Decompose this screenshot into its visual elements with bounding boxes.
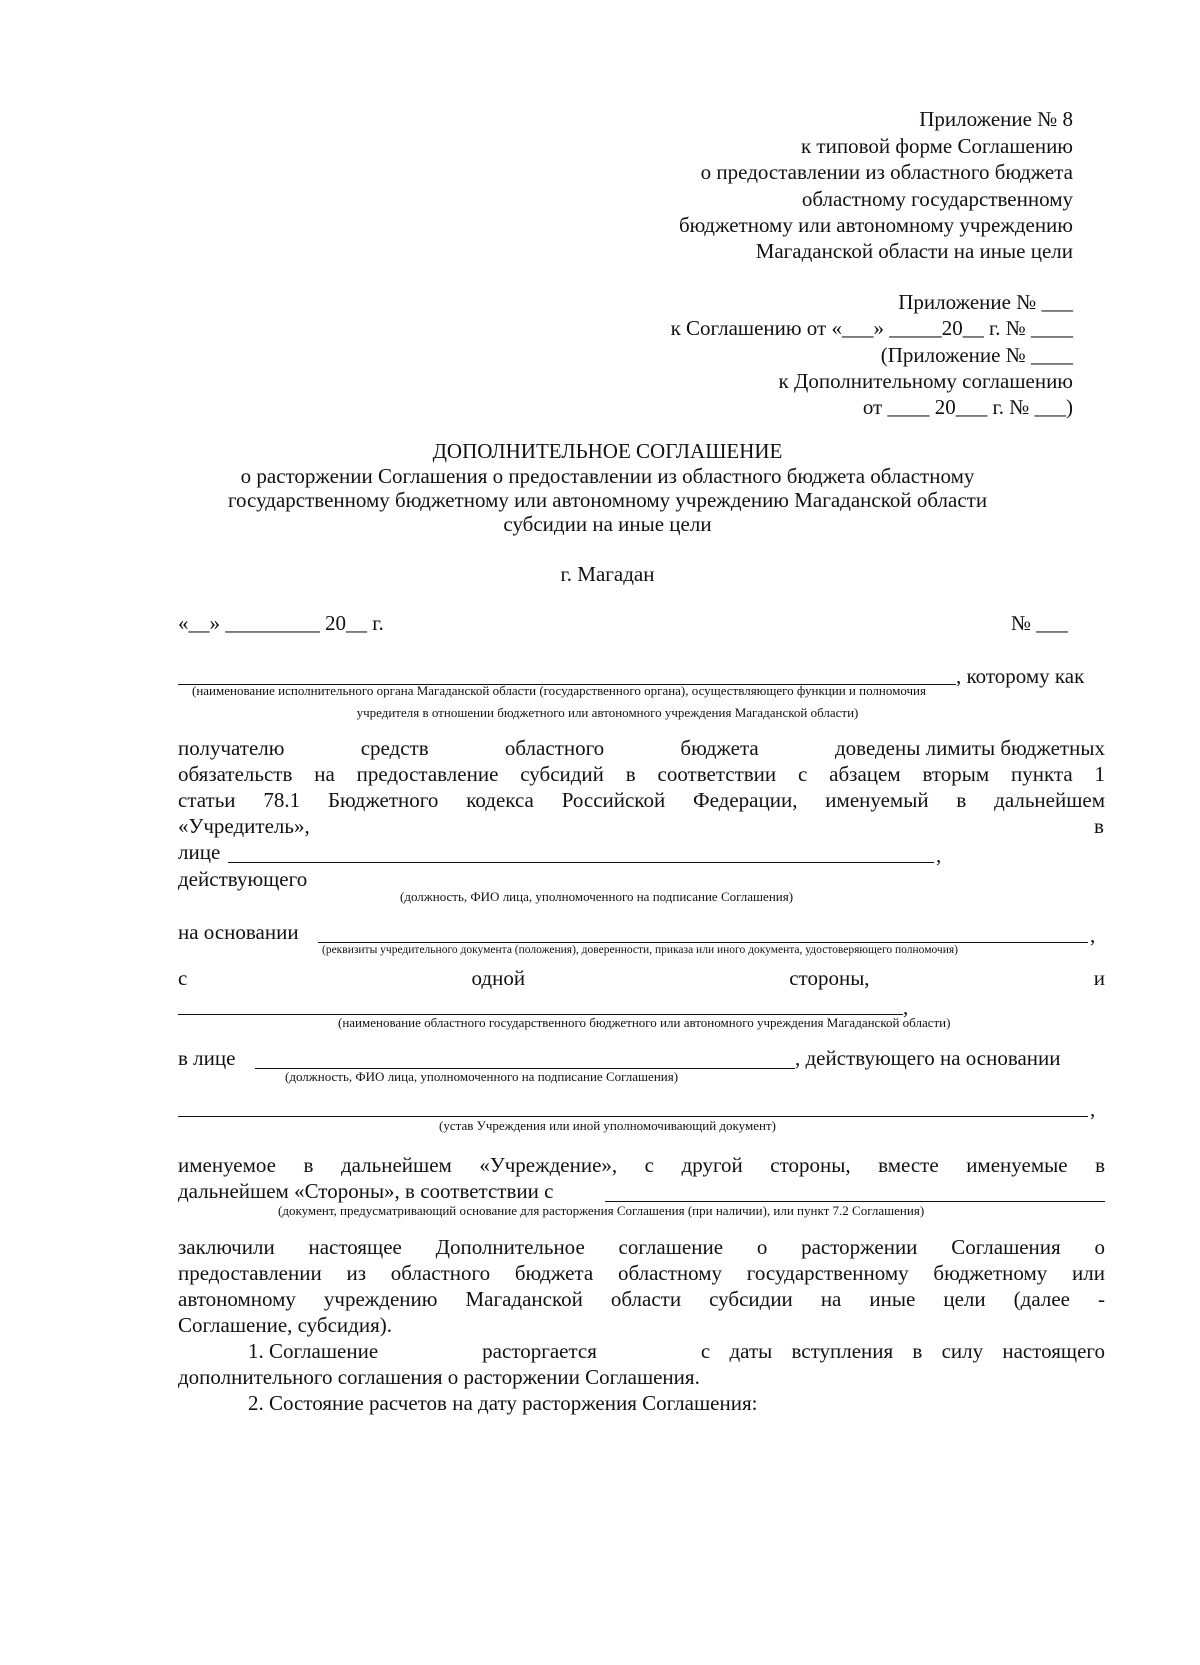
city: г. Магадан — [560, 562, 655, 586]
word-v: в — [1094, 814, 1104, 838]
title-sub-1: о расторжении Соглашения о предоставлении из областного бюджета областному — [240, 464, 975, 488]
word: бюджета — [680, 736, 759, 760]
appendix-line-5: бюджетному или автономному учреждению — [679, 213, 1073, 237]
termination-basis-line — [605, 1201, 1105, 1202]
ref-agreement-date: к Соглашению от «___» _____20__ г. № ____ — [670, 316, 1073, 340]
title-sub-2: государственному бюджетному или автономному учреждению Магаданской области — [227, 488, 988, 512]
paragraph-1-line-3: статьи 78.1 Бюджетного кодекса Российской Федерации, именуемый в дальнейшем — [178, 788, 1105, 812]
paragraph-2-line-1: именуемое в дальнейшем «Учреждение», с другой стороны, вместе именуемые в — [178, 1153, 1105, 1177]
comma: , — [936, 843, 942, 867]
paragraph-2-line-2: дальнейшем «Стороны», в соответствии с — [178, 1179, 554, 1203]
hint-termination-basis: (документ, предусматривающий основание для расторжения Соглашения (при наличии), или пункт 7.2 Соглашения) — [278, 1203, 925, 1218]
ref-appendix: Приложение № ___ — [898, 290, 1073, 314]
paragraph-1-line-2: обязательств на предоставление субсидий в соответствии с абзацем вторым пункта 1 — [178, 762, 1105, 786]
hint-founder-1: (наименование исполнительного органа Магаданской области (государственного органа), осуществляющего функции и полномочия — [192, 683, 926, 698]
paragraph-3-line-4: Соглашение, субсидия). — [178, 1313, 392, 1337]
appendix-line-4: областному государственному — [801, 187, 1073, 211]
ref-additional: к Дополнительному соглашению — [778, 369, 1073, 393]
appendix-number: Приложение № 8 — [919, 107, 1073, 131]
hint-person-2: (должность, ФИО лица, уполномоченного на подписание Соглашения) — [285, 1069, 679, 1084]
comma: , — [1090, 1097, 1096, 1121]
item-1-line-2: дополнительного соглашения о расторжении Соглашения. — [178, 1365, 700, 1389]
item-2: 2. Состояние расчетов на дату расторжения Соглашения: — [248, 1391, 758, 1415]
appendix-line-2: к типовой форме Соглашению — [800, 134, 1073, 158]
appendix-line-3: о предоставлении из областного бюджета — [700, 160, 1073, 184]
word: одной — [471, 966, 526, 990]
founder-suffix: , которому как — [956, 664, 1085, 688]
word: 1. Соглашение — [248, 1339, 379, 1363]
hint-founder-2: учредителя в отношении бюджетного или автономного учреждения Магаданской области) — [356, 705, 859, 720]
item-1-line-1 — [248, 1341, 1105, 1362]
word: средств — [360, 736, 429, 760]
founder-basis-line — [318, 942, 1088, 943]
word: и — [1093, 966, 1105, 990]
word: доведены лимиты бюджетных — [834, 736, 1105, 760]
word: расторгается — [482, 1339, 597, 1363]
comma: , — [903, 995, 909, 1019]
institution-in-person-label: в лице — [178, 1046, 236, 1070]
paragraph-1-line-1 — [178, 738, 1105, 759]
hint-person-1: (должность, ФИО лица, уполномоченного на подписание Соглашения) — [400, 889, 794, 904]
word: с — [178, 966, 188, 990]
word: стороны, — [789, 966, 870, 990]
one-side-line — [178, 968, 1105, 989]
ref-appendix-2: (Приложение № ____ — [880, 343, 1073, 367]
title-sub-3: субсидии на иные цели — [503, 512, 712, 536]
acting-label: действующего — [178, 867, 308, 891]
paragraph-3-line-3: автономному учреждению Магаданской области субсидии на иные цели (далее - — [178, 1287, 1105, 1311]
hint-institution: (наименование областного государственного бюджетного или автономного учреждения Магаданской области) — [338, 1015, 951, 1030]
word: получателю — [178, 736, 285, 760]
hint-basis: (реквизиты учредительного документа (положения), доверенности, приказа или иного документа, удостоверяющего полномочия) — [322, 944, 958, 956]
appendix-line-6: Магаданской области на иные цели — [755, 239, 1073, 263]
word: областного — [504, 736, 605, 760]
founder-label: «Учредитель», — [178, 814, 310, 838]
founder-person-line — [228, 862, 934, 863]
acting-basis-label: , действующего на основании — [795, 1046, 1061, 1070]
paragraph-3-line-2: предоставлении из областного бюджета областному государственному бюджетному или — [178, 1261, 1105, 1285]
paragraph-3-line-1: заключили настоящее Дополнительное соглашение о расторжении Соглашения о — [178, 1235, 1105, 1259]
in-person-label: лице — [178, 840, 221, 864]
title-main: ДОПОЛНИТЕЛЬНОЕ СОГЛАШЕНИЕ — [432, 439, 783, 463]
institution-basis-line — [178, 1116, 1088, 1117]
hint-charter: (устав Учреждения или иной уполномочивающий документ) — [439, 1118, 776, 1133]
number-field: № ___ — [1011, 611, 1068, 635]
date-field: «__» _________ 20__ г. — [178, 611, 384, 635]
basis-label: на основании — [178, 920, 299, 944]
comma: , — [1090, 923, 1096, 947]
ref-date-number: от ____ 20___ г. № ___) — [862, 395, 1073, 419]
word: с даты вступления в силу настоящего — [700, 1339, 1105, 1363]
